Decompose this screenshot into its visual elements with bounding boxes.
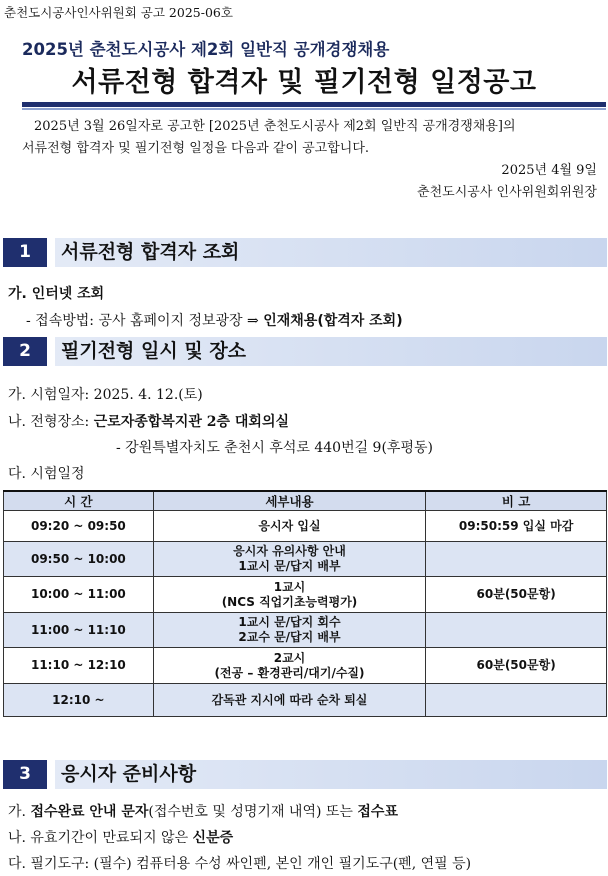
detail-line: (NCS 직업기초능력평가) <box>221 594 358 609</box>
detail-line: (전공 – 환경관리/대기/수질) <box>214 665 365 680</box>
detail-line: 1교시 문/답지 회수 <box>238 615 341 629</box>
schedule-label: 다. 시험일정 <box>8 466 85 482</box>
method-link-text: 인재채용(합격자 조회) <box>263 313 403 329</box>
table-row <box>4 511 607 542</box>
cell-time: 09:50 ~ 10:00 <box>4 542 154 577</box>
cell-note <box>426 613 607 648</box>
notice-number: 춘천도시공사인사위원회 공고 2025-06호 <box>4 5 233 20</box>
title-divider-light <box>22 108 606 110</box>
cell-time: 11:10 ~ 12:10 <box>4 648 154 684</box>
cell-note: 09:50:59 입실 마감 <box>426 511 607 542</box>
prep-prefix: 나. 유효기간이 만료되지 않은 <box>8 830 193 846</box>
section1-item-a: 가. 인터넷 조회 <box>8 286 105 302</box>
cell-time: 12:10 ~ <box>4 684 154 717</box>
prep-bold: 접수표 <box>357 804 398 820</box>
section1-method <box>26 310 403 330</box>
section-number: 3 <box>3 760 47 789</box>
section-header-2 <box>3 337 607 366</box>
cell-note <box>426 684 607 717</box>
cell-note <box>426 542 607 577</box>
prep-item-c: 다. 필기도구: (필수) 컴퓨터용 수성 싸인펜, 본인 개인 필기도구(펜, 연필 등) <box>8 856 472 872</box>
table-row <box>4 577 607 613</box>
table-header-row <box>4 491 607 511</box>
cell-time: 10:00 ~ 11:00 <box>4 577 154 613</box>
detail-line: 2교수 문/답지 배부 <box>238 630 341 644</box>
detail-line: 응시자 입실 <box>258 518 321 533</box>
table-row <box>4 684 607 717</box>
section-number: 1 <box>3 238 47 267</box>
intro-block <box>22 116 597 204</box>
prep-bold: 신분증 <box>192 830 234 846</box>
method-prefix: - 접속방법: 공사 홈페이지 정보광장 ⇒ <box>26 313 264 329</box>
prep-mid: (접수번호 및 성명기재 내역) 또는 <box>148 804 358 820</box>
table-row <box>4 648 607 684</box>
section-number: 2 <box>3 337 47 366</box>
section-title: 필기전형 일시 및 장소 <box>61 340 247 362</box>
section-header-3 <box>3 760 607 789</box>
prep-bold: 접수완료 안내 문자 <box>30 804 149 820</box>
cell-time: 09:20 ~ 09:50 <box>4 511 154 542</box>
section-gap <box>47 760 55 789</box>
cell-detail <box>153 648 425 684</box>
notice-date: 2025년 4월 9일 <box>501 163 597 178</box>
place-prefix: 나. 전형장소: <box>8 414 94 430</box>
header-note: 비 고 <box>426 491 607 511</box>
section-gap <box>47 238 55 267</box>
place-name: 근로자종합복지관 2층 대회의실 <box>93 414 289 430</box>
schedule-table <box>3 490 607 717</box>
cell-note: 60분(50문항) <box>426 648 607 684</box>
notice-subtitle: 2025년 춘천도시공사 제2회 일반직 공개경쟁채용 <box>22 40 390 59</box>
section-gap <box>47 337 55 366</box>
exam-address: - 강원특별자치도 춘천시 후석로 440번길 9(후평동) <box>116 440 433 456</box>
table-row <box>4 542 607 577</box>
title-divider <box>22 102 606 107</box>
cell-detail <box>153 684 425 717</box>
page-title: 서류전형 합격자 및 필기전형 일정공고 <box>71 67 537 98</box>
header-time: 시 간 <box>4 491 154 511</box>
detail-line: 감독관 지시에 따라 순차 퇴실 <box>211 692 368 707</box>
intro-line-2: 서류전형 합격자 및 필기전형 일정을 다음과 같이 공고합니다. <box>22 141 370 156</box>
detail-line: 응시자 유의사항 안내 <box>233 544 346 558</box>
detail-line: 2교시 <box>273 650 306 665</box>
cell-detail <box>153 542 425 577</box>
detail-line: 1교시 <box>273 579 306 594</box>
cell-detail <box>153 511 425 542</box>
exam-date: 가. 시험일자: 2025. 4. 12.(토) <box>8 387 203 403</box>
notice-signer: 춘천도시공사 인사위원회위원장 <box>417 185 597 200</box>
detail-line: 1교시 문/답지 배부 <box>238 559 341 573</box>
cell-detail <box>153 577 425 613</box>
cell-detail <box>153 613 425 648</box>
cell-time: 11:00 ~ 11:10 <box>4 613 154 648</box>
prep-prefix: 가. <box>8 804 31 820</box>
section-title: 서류전형 합격자 조회 <box>61 241 240 263</box>
section-title: 응시자 준비사항 <box>61 763 197 785</box>
section-header-1 <box>3 238 607 267</box>
header-detail: 세부내용 <box>153 491 425 511</box>
prep-item-a <box>8 801 398 821</box>
exam-place <box>8 411 289 431</box>
table-row <box>4 613 607 648</box>
cell-note: 60분(50문항) <box>426 577 607 613</box>
intro-line-1: 2025년 3월 26일자로 공고한 [2025년 춘천도시공사 제2회 일반직 공개경쟁채용]의 <box>34 119 516 134</box>
prep-item-b <box>8 827 233 847</box>
